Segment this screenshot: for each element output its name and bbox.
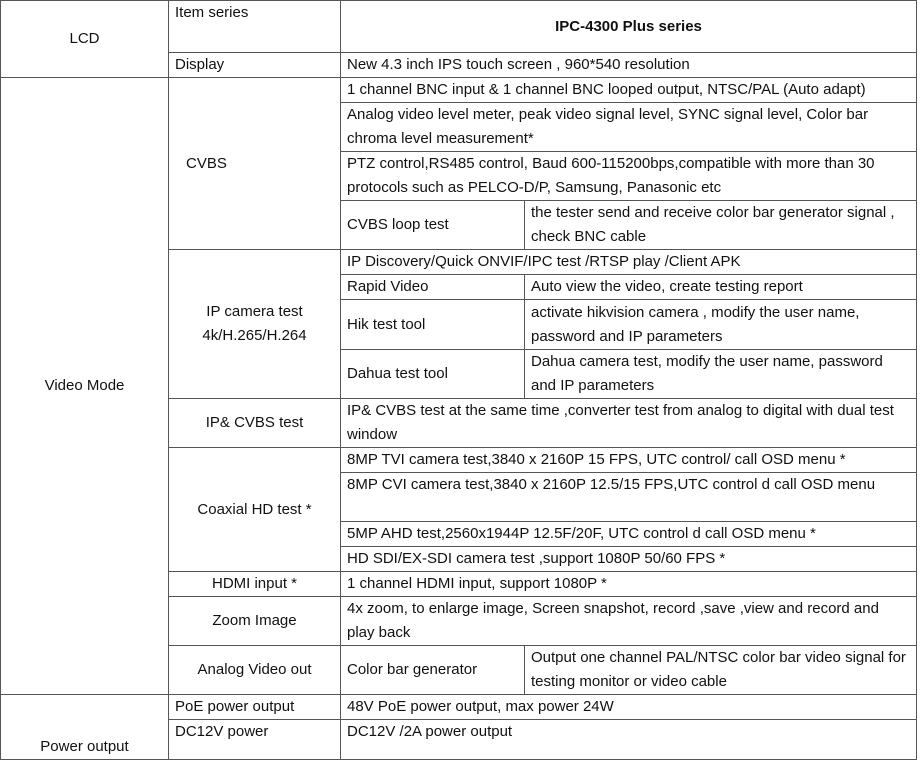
table-row (1, 695, 917, 720)
cvbs-row: 1 channel BNC input & 1 channel BNC looped output, NTSC/PAL (Auto adapt) (341, 78, 917, 103)
cvbs-loop-test-value: the tester send and receive color bar generator signal , check BNC cable (525, 201, 917, 250)
display-label: Display (169, 53, 341, 78)
color-bar-label: Color bar generator (341, 646, 525, 695)
coaxial-row: 5MP AHD test,2560x1944P 12.5F/20F, UTC control d call OSD menu * (341, 522, 917, 547)
section-lcd: LCD (1, 1, 169, 78)
hdmi-value: 1 channel HDMI input, support 1080P * (341, 572, 917, 597)
dc12v-value: DC12V /2A power output (341, 720, 917, 760)
table-row (1, 1, 917, 53)
ip-cvbs-label: IP& CVBS test (169, 399, 341, 448)
coaxial-label: Coaxial HD test * (169, 448, 341, 572)
poe-value: 48V PoE power output, max power 24W (341, 695, 917, 720)
dahua-tool-value: Dahua camera test, modify the user name, password and IP parameters (525, 350, 917, 399)
hik-tool-label: Hik test tool (341, 300, 525, 350)
zoom-value: 4x zoom, to enlarge image, Screen snapshot, record ,save ,view and record and play back (341, 597, 917, 646)
coaxial-row: 8MP TVI camera test,3840 x 2160P 15 FPS, UTC control/ call OSD menu * (341, 448, 917, 473)
rapid-video-label: Rapid Video (341, 275, 525, 300)
poe-label: PoE power output (169, 695, 341, 720)
ip-camera-label-line1: IP camera test (206, 303, 303, 320)
cvbs-row: Analog video level meter, peak video signal level, SYNC signal level, Color bar chroma level measurement* (341, 103, 917, 152)
color-bar-value: Output one channel PAL/NTSC color bar video signal for testing monitor or video cable (525, 646, 917, 695)
section-power-output: Power output (1, 695, 169, 760)
dc12v-label: DC12V power (169, 720, 341, 760)
cvbs-label: CVBS (169, 78, 341, 250)
zoom-label: Zoom Image (169, 597, 341, 646)
coaxial-row: HD SDI/EX-SDI camera test ,support 1080P 50/60 FPS * (341, 547, 917, 572)
hik-tool-value: activate hikvision camera , modify the user name, password and IP parameters (525, 300, 917, 350)
coaxial-row: 8MP CVI camera test,3840 x 2160P 12.5/15 FPS,UTC control d call OSD menu (341, 473, 917, 522)
rapid-video-value: Auto view the video, create testing report (525, 275, 917, 300)
hdmi-label: HDMI input * (169, 572, 341, 597)
ip-camera-label (169, 250, 341, 399)
table-row (1, 78, 917, 103)
ip-discovery-row: IP Discovery/Quick ONVIF/IPC test /RTSP play /Client APK (341, 250, 917, 275)
section-analog-video-out: Analog Video out (169, 646, 341, 695)
dahua-tool-label: Dahua test tool (341, 350, 525, 399)
item-series-label: Item series (169, 1, 341, 53)
cvbs-row: PTZ control,RS485 control, Baud 600-115200bps,compatible with more than 30 protocols such as PELCO-D/P, Samsung, Panasonic etc (341, 152, 917, 201)
ip-camera-label-line2: 4k/H.265/H.264 (202, 327, 307, 344)
section-video-mode: Video Mode (1, 78, 169, 695)
display-value: New 4.3 inch IPS touch screen , 960*540 resolution (341, 53, 917, 78)
ip-cvbs-value: IP& CVBS test at the same time ,converter test from analog to digital with dual test window (341, 399, 917, 448)
cvbs-loop-test-label: CVBS loop test (341, 201, 525, 250)
product-title: IPC-4300 Plus series (341, 1, 917, 53)
